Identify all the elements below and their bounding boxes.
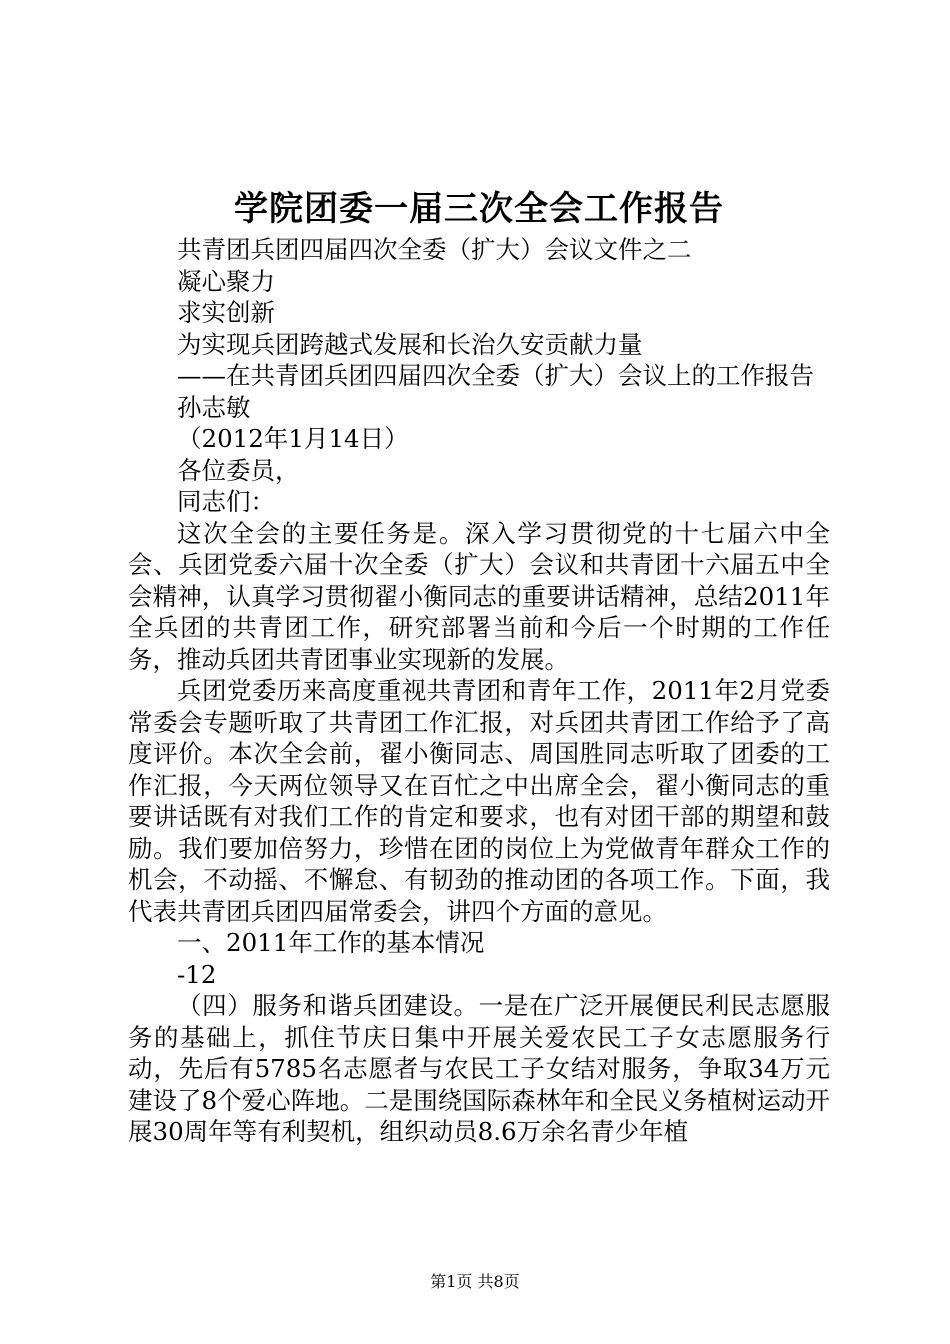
document-body	[128, 234, 830, 1148]
document-title: 学院团委一届三次全会工作报告	[234, 189, 724, 229]
author-name: 孙志敏	[177, 392, 251, 422]
body-paragraph: 这次全会的主要任务是。深入学习贯彻党的十七届六中全会、兵团党委六届十次全委（扩大）会议和共青团十六届五中全会精神，认真学习贯彻翟小衡同志的重要讲话精神，总结2011年全兵团的共青团工作，研究部署当前和今后一个时期的工作任务，推动兵团共青团事业实现新的发展。	[128, 518, 830, 674]
subtitle-report-line: ——在共青团兵团四届四次全委（扩大）会议上的工作报告	[177, 361, 814, 390]
salutation-comrades: 同志们：	[177, 487, 275, 516]
page-range-marker: -12	[177, 959, 217, 989]
subtitle-slogan-3: 为实现兵团跨越式发展和长治久安贡献力量	[177, 329, 643, 359]
body-paragraph: 兵团党委历来高度重视共青团和青年工作，2011年2月党委常委会专题听取了共青团工作汇报，对兵团共青团工作给予了高度评价。本次全会前，翟小衡同志、周国胜同志听取了团委的工作汇报，今天两位领导又在百忙之中出席全会，翟小衡同志的重要讲话既有对我们工作的肯定和要求，也有对团干部的期望和鼓励。我们要加倍努力，珍惜在团的岗位上为党做青年群众工作的机会，不动摇、不懈怠、有韧劲的推动团的各项工作。下面，我代表共青团兵团四届常委会，讲四个方面的意见。	[128, 676, 830, 926]
subtitle-slogan-1: 凝心聚力	[177, 266, 275, 296]
section-heading: 一、2011年工作的基本情况	[177, 928, 485, 957]
page-footer: 第1页 共8页	[430, 1272, 520, 1291]
body-paragraph: （四）服务和谐兵团建设。一是在广泛开展便民利民志愿服务的基础上，抓住节庆日集中开展关爱农民工子女志愿服务行动，先后有5785名志愿者与农民工子女结对服务，争取34万元建设了8个爱心阵地。二是围绕国际森林年和全民义务植树运动开展30周年等有利契机，组织动员8.6万余名青少年植	[128, 991, 830, 1146]
report-date: （2012年1月14日）	[177, 424, 409, 453]
salutation-members: 各位委员，	[177, 455, 300, 485]
subtitle-file-line: 共青团兵团四届四次全委（扩大）会议文件之二	[177, 235, 692, 264]
subtitle-slogan-2: 求实创新	[177, 298, 275, 327]
